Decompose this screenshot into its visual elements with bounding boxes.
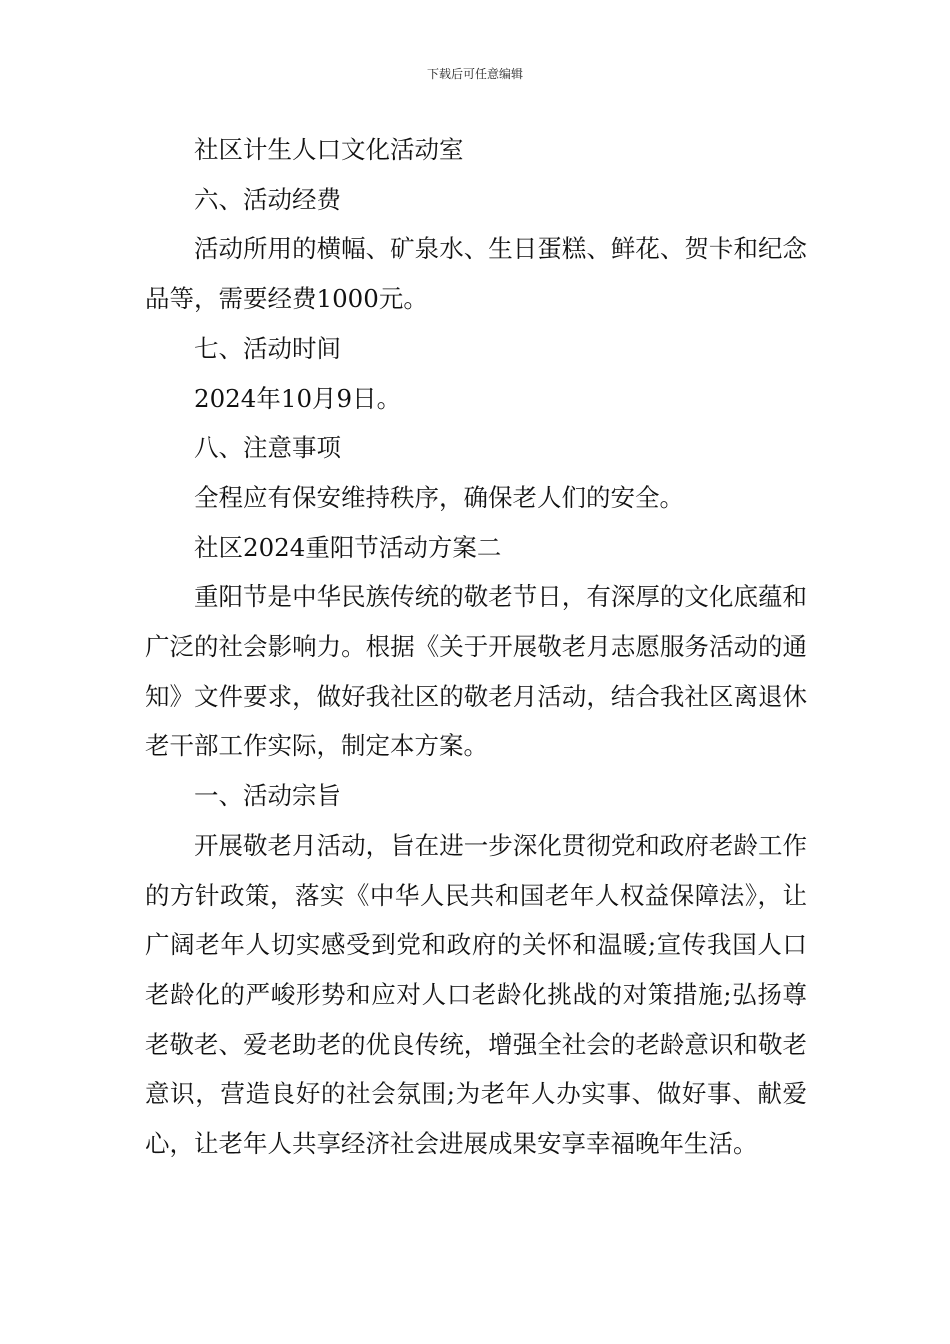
paragraph-funding: 活动所用的横幅、矿泉水、生日蛋糕、鲜花、贺卡和纪念品等，需要经费1000元。 bbox=[145, 234, 807, 314]
section-heading-time: 七、活动时间 bbox=[194, 333, 341, 363]
section-heading-notes: 八、注意事项 bbox=[194, 433, 341, 463]
document-body bbox=[145, 125, 807, 1169]
paragraph-intro: 重阳节是中华民族传统的敬老节日，有深厚的文化底蕴和广泛的社会影响力。根据《关于开展敬老月志愿服务活动的通知》文件要求，做好我社区的敬老月活动，结合我社区离退休老干部工作实际，制定本方案。 bbox=[145, 582, 807, 761]
page-header-note: 下载后可任意编辑 bbox=[426, 67, 523, 81]
paragraph-purpose: 开展敬老月活动，旨在进一步深化贯彻党和政府老龄工作的方针政策，落实《中华人民共和国老年人权益保障法》，让广阔老年人切实感受到党和政府的关怀和温暖;宣传我国人口老龄化的严峻形势和应对人口老龄化挑战的对策措施;弘扬尊老敬老、爱老助老的优良传统，增强全社会的老龄意识和敬老意识，营造良好的社会氛围;为老年人办实事、做好事、献爱心，让老年人共享经济社会进展成果安享幸福晚年生活。 bbox=[145, 830, 807, 1159]
paragraph-venue: 社区计生人口文化活动室 bbox=[194, 135, 464, 164]
plan-two-title: 社区2024重阳节活动方案二 bbox=[194, 532, 502, 562]
section-heading-purpose: 一、活动宗旨 bbox=[194, 781, 341, 811]
section-heading-funding: 六、活动经费 bbox=[194, 184, 341, 214]
paragraph-time: 2024年10月9日。 bbox=[194, 383, 402, 413]
paragraph-notes: 全程应有保安维持秩序，确保老人们的安全。 bbox=[194, 482, 684, 512]
